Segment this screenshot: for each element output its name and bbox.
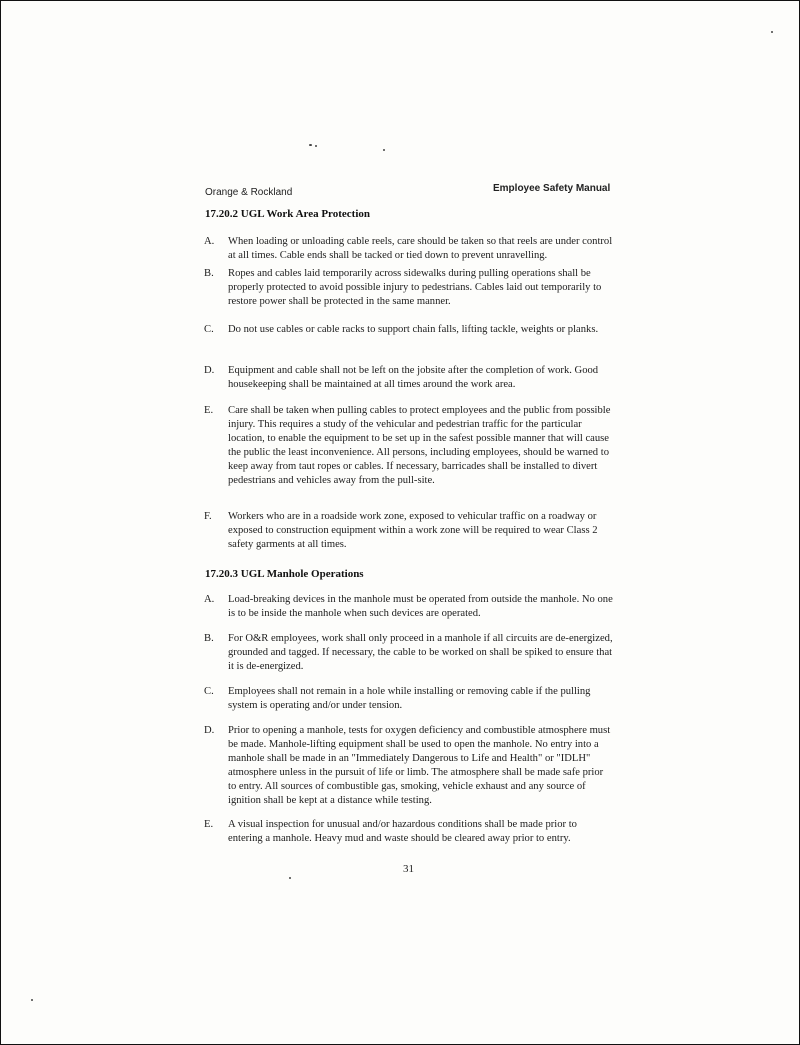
scan-speck bbox=[383, 149, 385, 151]
item-text: A visual inspection for unusual and/or hazardous conditions shall be made prior to entering a manhole. Heavy mud and waste should be cleared away prior to entry. bbox=[228, 819, 577, 844]
list-item bbox=[204, 685, 614, 713]
item-text: Ropes and cables laid temporarily across sidewalks during pulling operations shall be properly protected to avoid possible injury to pedestrians. Cables laid out temporarily to restore power shall be protected in the same manner. bbox=[228, 268, 602, 307]
company-name: Orange & Rockland bbox=[205, 187, 293, 198]
list-item bbox=[204, 364, 614, 392]
item-letter: B. bbox=[204, 268, 214, 279]
scan-speck bbox=[309, 144, 312, 146]
item-letter: F. bbox=[204, 511, 212, 522]
scan-speck bbox=[289, 877, 291, 879]
item-letter: C. bbox=[204, 324, 214, 335]
list-item bbox=[204, 267, 614, 309]
list-item bbox=[204, 510, 614, 552]
item-text: For O&R employees, work shall only proceed in a manhole if all circuits are de-energized, grounded and tagged. If necessary, the cable to be worked on shall be spiked to ensure that it is de-energized. bbox=[228, 633, 613, 672]
item-text: Care shall be taken when pulling cables to protect employees and the public from possible injury. This requires a study of the vehicular and pedestrian traffic for the particular location, to enable the equipment to be set up in the safest possible manner that will cause the public the least inconvenience. All persons, including employees, should be warned to keep away from taut ropes or cables. If necessary, barricades shall be installed to divert pedestrians and vehicles away from the pull-site. bbox=[228, 405, 611, 486]
item-letter: A. bbox=[204, 594, 215, 605]
list-item bbox=[204, 632, 614, 674]
scan-speck bbox=[771, 31, 773, 33]
item-letter: B. bbox=[204, 633, 214, 644]
list-item bbox=[204, 404, 614, 488]
page-number: 31 bbox=[403, 863, 414, 875]
manual-title: Employee Safety Manual bbox=[493, 183, 611, 194]
list-item bbox=[204, 724, 614, 808]
item-text: Load-breaking devices in the manhole must be operated from outside the manhole. No one is to be inside the manhole when such devices are operated. bbox=[228, 594, 613, 619]
item-letter: D. bbox=[204, 725, 215, 736]
scan-speck bbox=[31, 999, 33, 1001]
item-text: When loading or unloading cable reels, care should be taken so that reels are under control at all times. Cable ends shall be tacked or tied down to prevent unravelling. bbox=[228, 236, 613, 261]
item-letter: E. bbox=[204, 819, 214, 830]
item-text: Workers who are in a roadside work zone, exposed to vehicular traffic on a roadway or exposed to construction equipment within a work zone will be required to wear Class 2 safety garments at all times. bbox=[228, 511, 598, 550]
list-item bbox=[204, 323, 614, 337]
item-text: Prior to opening a manhole, tests for oxygen deficiency and combustible atmosphere must be made. Manhole-lifting equipment shall be used to open the manhole. No entry into a manhole shall be made in an "Immediately Dangerous to Life and Health" or "IDLH" atmosphere unless in the pursuit of life or limb. The atmosphere shall be made safe prior to entry. All sources of combustible gas, smoking, vehicle exhaust and any source of ignition shall be kept at a distance while testing. bbox=[228, 725, 611, 806]
section-title: 17.20.3 UGL Manhole Operations bbox=[205, 568, 364, 580]
item-letter: D. bbox=[204, 365, 215, 376]
list-item bbox=[204, 593, 614, 621]
item-letter: C. bbox=[204, 686, 214, 697]
scan-speck bbox=[315, 145, 317, 147]
item-text: Equipment and cable shall not be left on the jobsite after the completion of work. Good housekeeping shall be maintained at all times around the work area. bbox=[228, 365, 599, 390]
item-text: Do not use cables or cable racks to support chain falls, lifting tackle, weights or planks. bbox=[228, 324, 599, 335]
item-letter: E. bbox=[204, 405, 214, 416]
item-letter: A. bbox=[204, 236, 215, 247]
list-item bbox=[204, 235, 614, 263]
item-text: Employees shall not remain in a hole while installing or removing cable if the pulling system is operating and/or under tension. bbox=[228, 686, 591, 711]
section-title: 17.20.2 UGL Work Area Protection bbox=[205, 208, 370, 220]
list-item bbox=[204, 818, 614, 846]
